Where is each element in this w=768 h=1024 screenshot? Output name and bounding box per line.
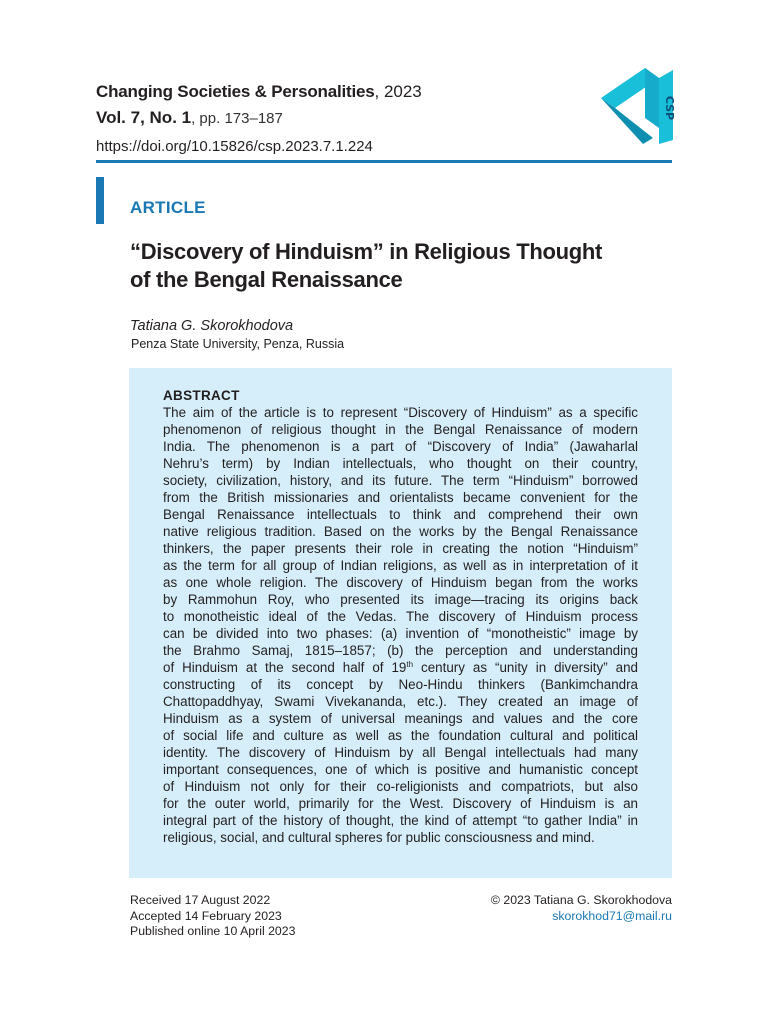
author-affiliation: Penza State University, Penza, Russia (131, 337, 345, 351)
title-line: of the Bengal Renaissance (130, 267, 403, 292)
volume-issue: Vol. 7, No. 1 (96, 108, 192, 127)
abstract-line: native religious tradition. Based on the works by the Bengal Renaissance (163, 524, 638, 539)
abstract-line: important consequences, one of which is positive and humanistic concept (163, 762, 638, 777)
abstract-line: can be divided into two phases: (a) invention of “monotheistic” image by (163, 626, 638, 641)
copyright-block (491, 893, 672, 924)
journal-name: Changing Societies & Personalities (96, 82, 375, 101)
abstract-line: identity. The discovery of Hinduism by all Bengal intellectuals had many (163, 745, 638, 760)
copyright-notice: © 2023 Tatiana G. Skorokhodova (490, 893, 672, 907)
abstract-line: Bengal Renaissance intellectuals to think and comprehend their own (163, 507, 638, 522)
csp-logo (601, 68, 676, 144)
abstract-line: constructing of its concept by Neo-Hindu thinkers (Bankimchandra (163, 677, 638, 692)
abstract-line: Hinduism as a system of universal meanings and values and the core (163, 711, 638, 726)
abstract-line: for the outer world, primarily for the West. Discovery of Hinduism is an (163, 796, 638, 811)
abstract-line: religious, social, and cultural spheres for public consciousness and mind. (163, 830, 595, 845)
abstract-heading: ABSTRACT (163, 388, 240, 403)
page-range: , pp. 173–187 (191, 110, 283, 127)
paper-title (130, 238, 690, 294)
author-email-link[interactable]: skorokhod71@mail.ru (552, 908, 672, 923)
abstract-line: thinkers, the paper presents their role in creating the notion “Hinduism” (163, 541, 638, 556)
abstract-line: as one whole religion. The discovery of Hinduism began from the works (163, 575, 638, 590)
superscript-th: th (406, 660, 414, 669)
abstract-text (163, 404, 638, 846)
abstract-line: integral part of the history of thought, the kind of attempt “to gather India” in (163, 813, 638, 828)
volume-line (96, 108, 283, 128)
abstract-line: the Brahmo Samaj, 1815–1857; (b) the perception and understanding (163, 643, 638, 658)
abstract-line: of social life and culture as well as the foundation cultural and political (163, 728, 638, 743)
abstract-line: society, civilization, history, and its future. The term “Hinduism” borrowed (163, 473, 638, 488)
abstract-line: from the British missionaries and orientalists became convenient for the (163, 490, 638, 505)
abstract-line: The aim of the article is to represent “Discovery of Hinduism” as a specific (163, 405, 638, 420)
abstract-line: of Hinduism not only for their co-religionists and compatriots, but also (163, 779, 638, 794)
abstract-line-start: of Hinduism at the second half of 19 (163, 660, 407, 675)
article-marker-bar (96, 177, 104, 224)
article-dates (130, 893, 295, 940)
abstract-line: phenomenon of religious thought in the Bengal Renaissance of modern (163, 422, 638, 437)
abstract-line: India. The phenomenon is a part of “Discovery of India” (Jawaharlal (163, 439, 638, 454)
doi-link[interactable]: https://doi.org/10.15826/csp.2023.7.1.224 (96, 138, 373, 155)
abstract-line: as the term for all group of Indian religions, as well as in interpretation of it (163, 558, 638, 573)
header-rule (96, 160, 672, 163)
title-line: “Discovery of Hinduism” in Religious Thought (130, 239, 603, 264)
journal-title-line (96, 82, 422, 102)
journal-year: , 2023 (374, 82, 422, 101)
received-date: Received 17 August 2022 (130, 893, 271, 907)
abstract-line: Nehru’s term) by Indian intellectuals, who thought on their country, (163, 456, 638, 471)
abstract-line-end: century as “unity in diversity” and (413, 660, 638, 675)
accepted-date: Accepted 14 February 2023 (130, 908, 282, 923)
published-date: Published online 10 April 2023 (130, 924, 296, 938)
abstract-line: to monotheistic ideal of the Vedas. The discovery of Hinduism process (163, 609, 638, 624)
abstract-line: by Rammohun Roy, who presented its image—tracing its origins back (163, 592, 638, 607)
abstract-line: Chattopaddhyay, Swami Vivekananda, etc.). They created an image of (163, 694, 638, 709)
article-type-label: ARTICLE (130, 198, 206, 217)
author-name: Tatiana G. Skorokhodova (130, 318, 294, 334)
logo-text: CSP (663, 95, 676, 121)
abstract-line-with-superscript (163, 659, 638, 676)
